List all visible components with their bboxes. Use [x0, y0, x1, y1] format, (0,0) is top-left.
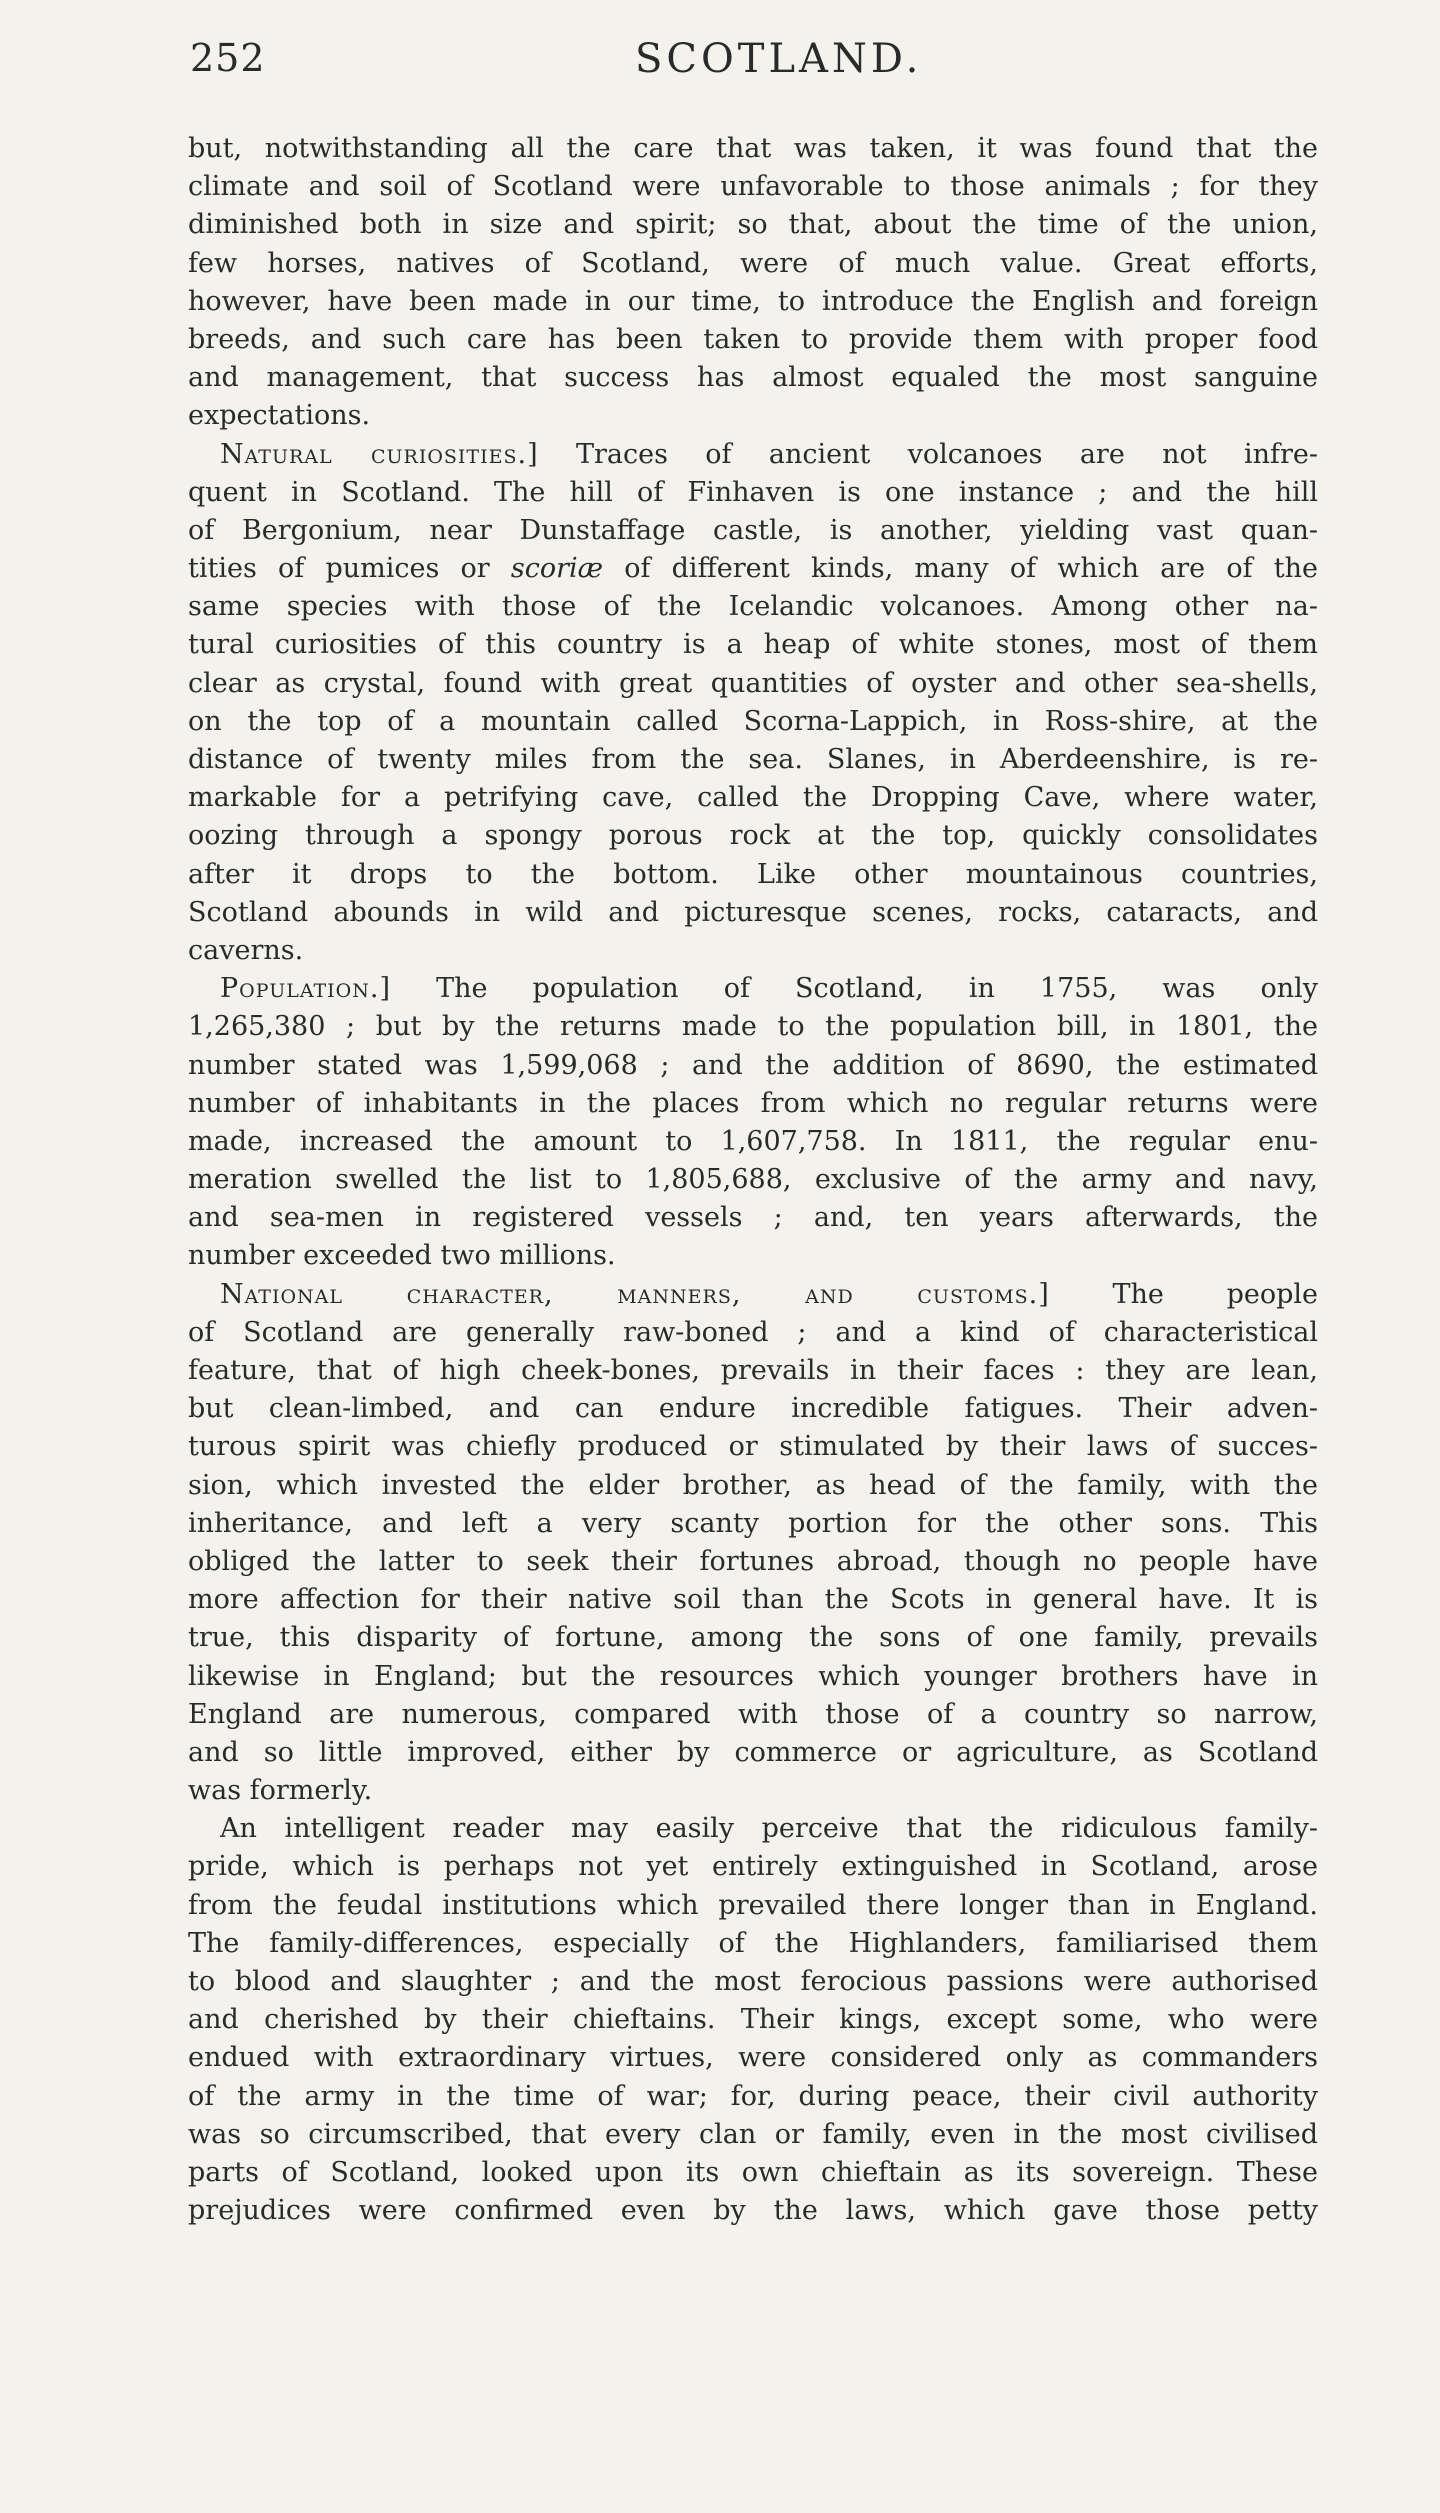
text-line: obliged the latter to seek their fortunes abroad, though no people have — [188, 1545, 1318, 1577]
text-line: tities of pumices or scoriæ of different kinds, many of which are of the — [188, 553, 1318, 585]
text-line: of Scotland are generally raw-boned ; and a kind of characteristical — [188, 1316, 1318, 1348]
text-line: pride, which is perhaps not yet entirely extinguished in Scotland, arose — [188, 1851, 1318, 1883]
body-text — [188, 130, 1318, 2230]
text-line: expectations. — [188, 400, 371, 432]
text-line: Scotland abounds in wild and picturesque scenes, rocks, cataracts, and — [188, 896, 1318, 928]
section-heading-line: Natural curiosities.] Traces of ancient volcanoes are not infre- — [220, 438, 1319, 470]
text-line: same species with those of the Icelandic volcanoes. Among other na- — [188, 591, 1318, 623]
text-line: more affection for their native soil than the Scots in general have. It is — [188, 1584, 1318, 1616]
section-heading-population: Population.] — [220, 973, 392, 1005]
section-heading-national-character: National character, manners, and customs.] — [220, 1278, 1050, 1310]
text-line: of the army in the time of war; for, during peace, their civil authority — [188, 2080, 1318, 2112]
text-line: number stated was 1,599,068 ; and the addition of 8690, the estimated — [188, 1049, 1318, 1081]
text-line: quent in Scotland. The hill of Finhaven is one instance ; and the hill — [188, 476, 1318, 508]
text-line: meration swelled the list to 1,805,688, exclusive of the army and navy, — [188, 1164, 1318, 1196]
text-line: but, notwithstanding all the care that was taken, it was found that the — [188, 133, 1318, 164]
text-line: turous spirit was chiefly produced or stimulated by their laws of succes- — [188, 1431, 1318, 1463]
text-line: however, have been made in our time, to introduce the English and foreign — [188, 285, 1318, 317]
text-line: and management, that success has almost equaled the most sanguine — [188, 362, 1318, 394]
text-line: endued with extraordinary virtues, were considered only as commanders — [188, 2042, 1318, 2074]
section-heading-natural-curiosities: Natural curiosities.] — [220, 438, 539, 470]
text-line: on the top of a mountain called Scorna-Lappich, in Ross-shire, at the — [188, 705, 1318, 737]
text-line: The family-differences, especially of the Highlanders, familiarised them — [188, 1927, 1318, 1959]
section-heading-line: Population.] The population of Scotland, in 1755, was only — [220, 973, 1318, 1005]
text-line: 1,265,380 ; but by the returns made to the population bill, in 1801, the — [188, 1011, 1318, 1043]
text-line: and cherished by their chieftains. Their kings, except some, who were — [188, 2004, 1318, 2036]
text-line: likewise in England; but the resources which younger brothers have in — [188, 1660, 1318, 1692]
text-line: after it drops to the bottom. Like other mountainous countries, — [188, 858, 1318, 890]
text-line: of Bergonium, near Dunstaffage castle, is another, yielding vast quan- — [188, 514, 1318, 546]
text-line: parts of Scotland, looked upon its own chieftain as its sovereign. These — [188, 2156, 1318, 2188]
text-line: climate and soil of Scotland were unfavorable to those animals ; for they — [188, 171, 1318, 203]
text-line: made, increased the amount to 1,607,758. In 1811, the regular enu- — [188, 1125, 1318, 1157]
text-line: markable for a petrifying cave, called the Dropping Cave, where water, — [188, 782, 1318, 814]
page-number: 252 — [190, 36, 266, 80]
text-line: from the feudal institutions which prevailed there longer than in England. — [188, 1889, 1318, 1921]
text-line: inheritance, and left a very scanty portion for the other sons. This — [188, 1507, 1318, 1539]
text-line: England are numerous, compared with those of a country so narrow, — [188, 1698, 1318, 1730]
text-line: breeds, and such care has been taken to provide them with proper food — [188, 323, 1318, 355]
text-line: prejudices were confirmed even by the laws, which gave those petty — [188, 2195, 1318, 2227]
text-line: to blood and slaughter ; and the most ferocious passions were authorised — [188, 1966, 1318, 1997]
text-line: sion, which invested the elder brother, as head of the family, with the — [188, 1469, 1318, 1501]
text-line: but clean-limbed, and can endure incredible fatigues. Their adven- — [188, 1393, 1318, 1425]
text-line: was so circumscribed, that every clan or family, even in the most civilised — [188, 2118, 1318, 2150]
text-line: caverns. — [188, 934, 304, 966]
text-line: and sea-men in registered vessels ; and, ten years afterwards, the — [188, 1202, 1318, 1234]
italic-term: scoriæ — [510, 553, 604, 585]
text-line: diminished both in size and spirit; so that, about the time of the union, — [188, 209, 1318, 241]
text-line: number exceeded two millions. — [188, 1240, 616, 1272]
text-line: distance of twenty miles from the sea. Slanes, in Aberdeenshire, is re- — [188, 744, 1318, 775]
text-line: and so little improved, either by commerce or agriculture, as Scotland — [188, 1736, 1318, 1768]
text-line: tural curiosities of this country is a heap of white stones, most of them — [188, 629, 1318, 661]
running-title: SCOTLAND. — [635, 36, 923, 82]
text-line: few horses, natives of Scotland, were of much value. Great efforts, — [188, 247, 1318, 279]
text-line: oozing through a spongy porous rock at the top, quickly consolidates — [188, 820, 1318, 852]
page-header — [190, 36, 1320, 96]
text-line: An intelligent reader may easily perceive that the ridiculous family- — [220, 1813, 1318, 1845]
text-line: clear as crystal, found with great quantities of oyster and other sea-shells, — [188, 667, 1318, 699]
section-heading-line: National character, manners, and customs.] The people — [220, 1278, 1318, 1310]
text-line: was formerly. — [188, 1775, 373, 1807]
text-line: number of inhabitants in the places from which no regular returns were — [188, 1087, 1318, 1119]
text-line: true, this disparity of fortune, among the sons of one family, prevails — [188, 1622, 1318, 1654]
text-line: feature, that of high cheek-bones, prevails in their faces : they are lean, — [188, 1355, 1318, 1386]
